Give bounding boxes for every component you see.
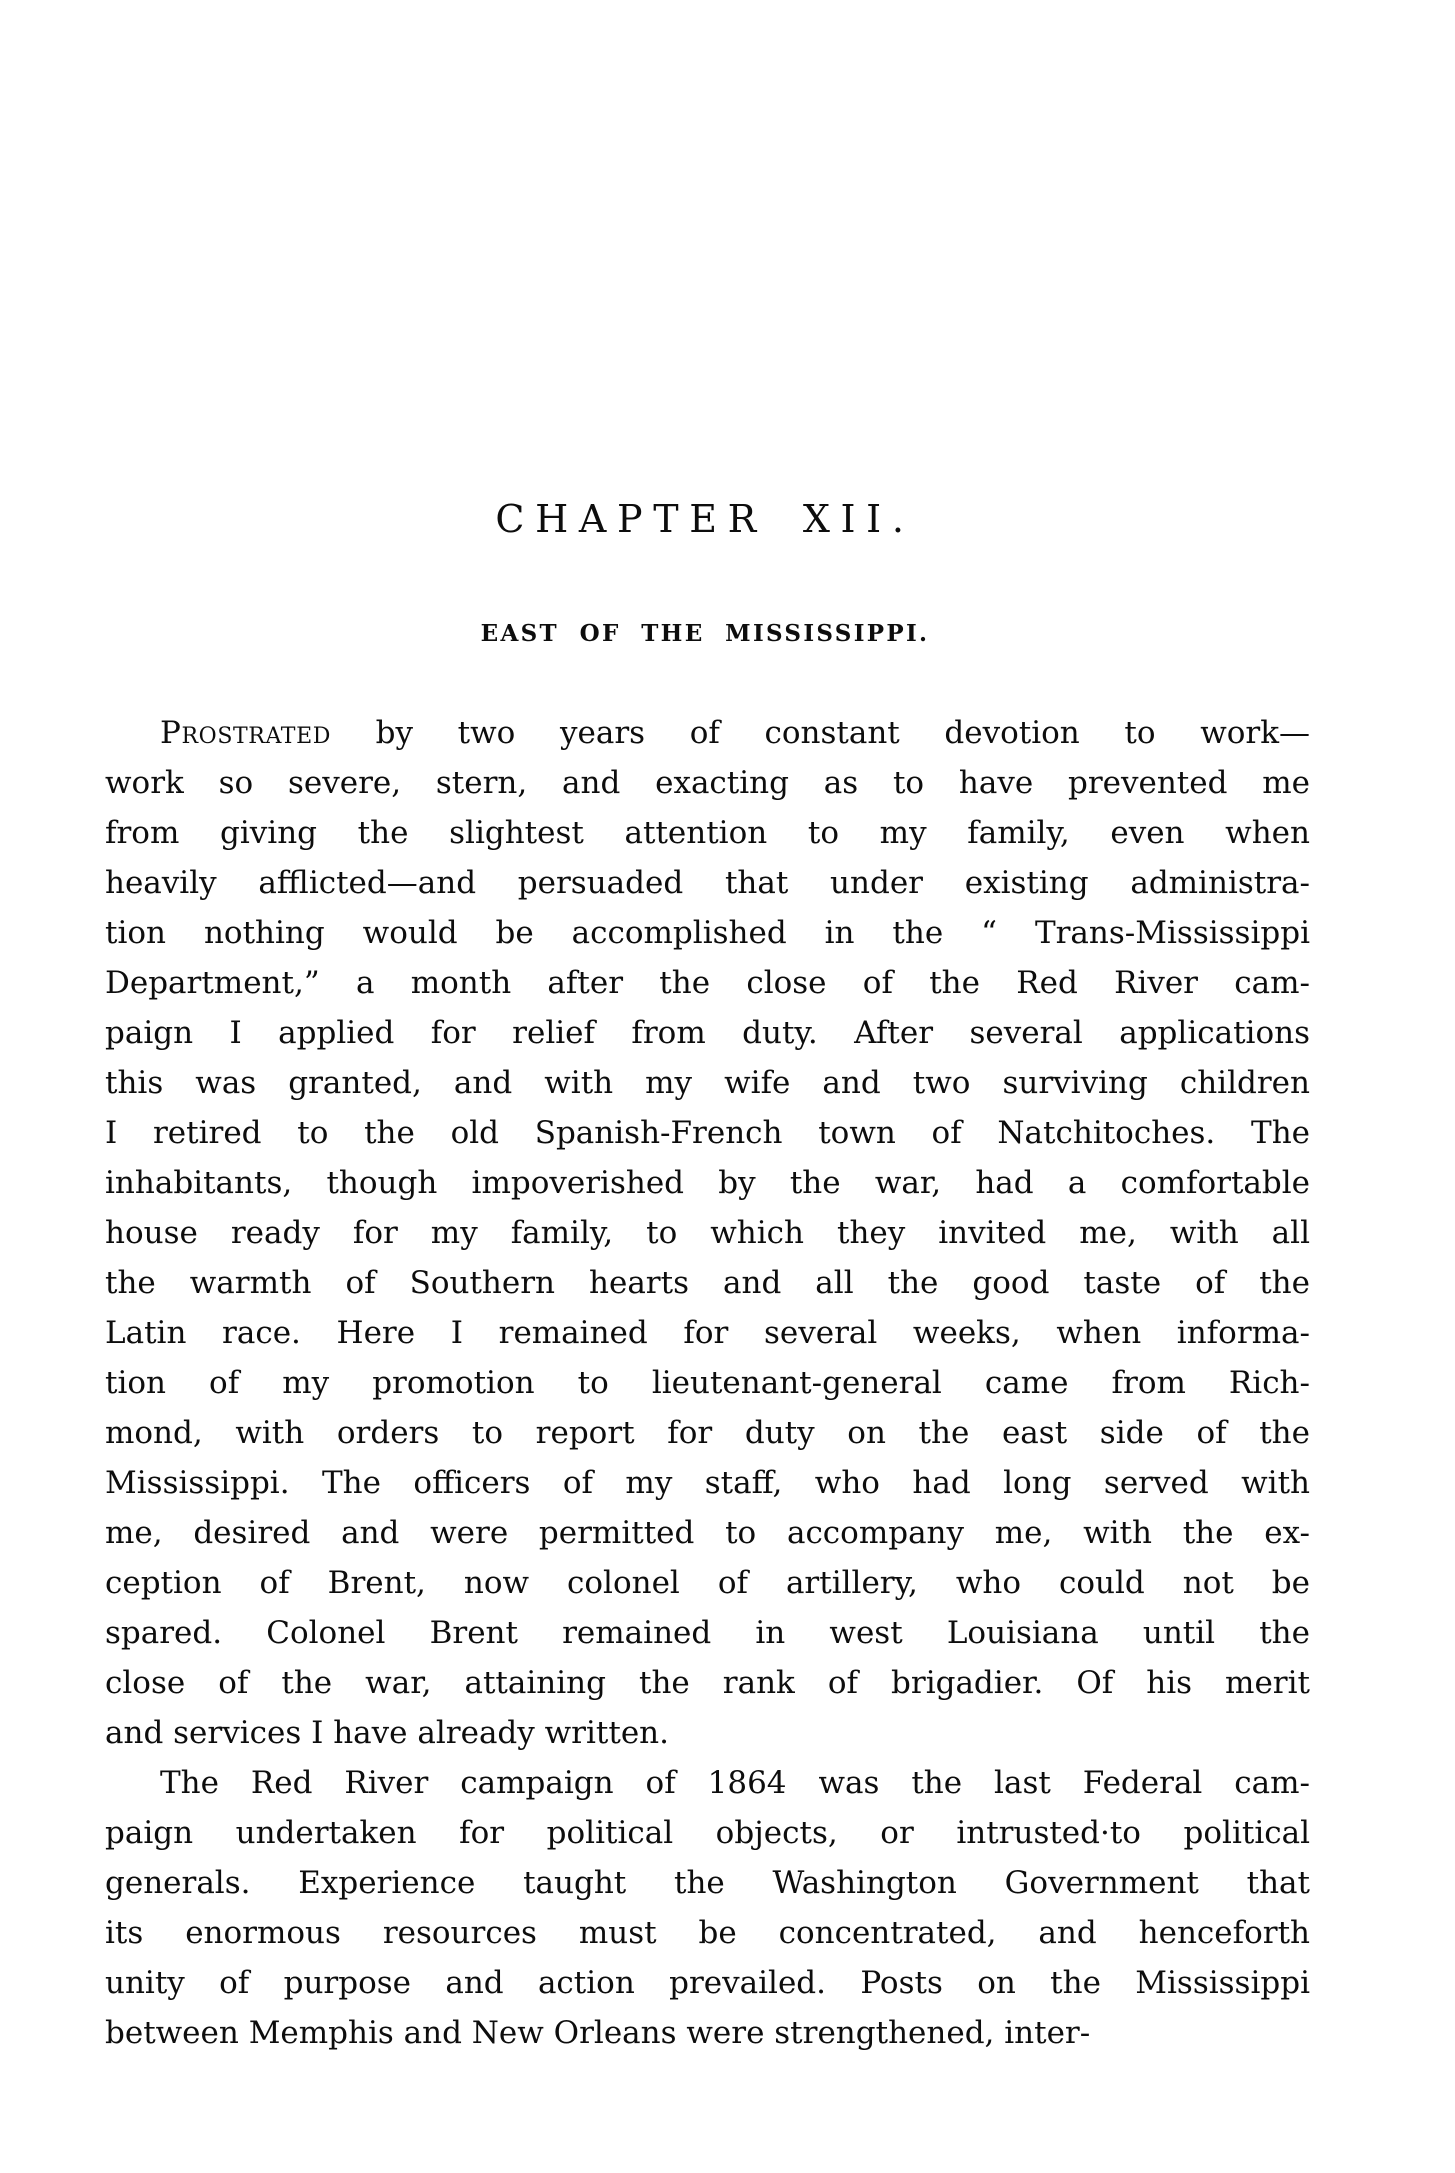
lead-word-smallcaps: Prostrated xyxy=(160,715,332,751)
text-line: The Red River campaign of 1864 was the last Federal cam- xyxy=(160,1765,1310,1801)
text-line: this was granted, and with my wife and two surviving children xyxy=(105,1065,1310,1101)
text-line: its enormous resources must be concentrated, and henceforth xyxy=(105,1915,1310,1951)
text-line: tion of my promotion to lieutenant-general came from Rich- xyxy=(105,1365,1310,1401)
text-line: me, desired and were permitted to accompany me, with the ex- xyxy=(105,1515,1310,1551)
section-heading: EAST OF THE MISSISSIPPI. xyxy=(480,620,930,647)
text-line: house ready for my family, to which they invited me, with all xyxy=(105,1215,1310,1251)
text-line: I retired to the old Spanish-French town of Natchitoches. The xyxy=(105,1115,1310,1151)
text-line: Prostrated by two years of constant devotion to work— xyxy=(160,715,1310,751)
text-line: inhabitants, though impoverished by the war, had a comfortable xyxy=(105,1165,1310,1201)
text-line: unity of purpose and action prevailed. Posts on the Mississippi xyxy=(105,1965,1310,2001)
text-line: Mississippi. The officers of my staff, who had long served with xyxy=(105,1465,1310,1501)
text-line: spared. Colonel Brent remained in west Louisiana until the xyxy=(105,1615,1310,1651)
text-line: from giving the slightest attention to my family, even when xyxy=(105,815,1310,851)
text-line: heavily afflicted—and persuaded that under existing administra- xyxy=(105,865,1310,901)
text-line: the warmth of Southern hearts and all the good taste of the xyxy=(105,1265,1310,1301)
text-line: work so severe, stern, and exacting as to have prevented me xyxy=(105,765,1310,801)
text-line: Department,” a month after the close of the Red River cam- xyxy=(105,965,1310,1001)
text-line: paign I applied for relief from duty. After several applications xyxy=(105,1015,1310,1051)
text-line: mond, with orders to report for duty on the east side of the xyxy=(105,1415,1310,1451)
body-text xyxy=(105,708,1310,2058)
text-line: close of the war, attaining the rank of brigadier. Of his merit xyxy=(105,1665,1310,1701)
text-line: and services I have already written. xyxy=(105,1715,669,1751)
text-line: paign undertaken for political objects, or intrusted·to political xyxy=(105,1815,1310,1851)
chapter-heading: CHAPTER XII. xyxy=(495,497,915,541)
text-line: generals. Experience taught the Washington Government that xyxy=(105,1865,1310,1901)
text-line: tion nothing would be accomplished in the “ Trans-Mississippi xyxy=(105,915,1310,951)
text-line: Latin race. Here I remained for several weeks, when informa- xyxy=(105,1315,1310,1351)
text-line: ception of Brent, now colonel of artillery, who could not be xyxy=(105,1565,1310,1601)
text-line: between Memphis and New Orleans were strengthened, inter- xyxy=(105,2015,1091,2051)
